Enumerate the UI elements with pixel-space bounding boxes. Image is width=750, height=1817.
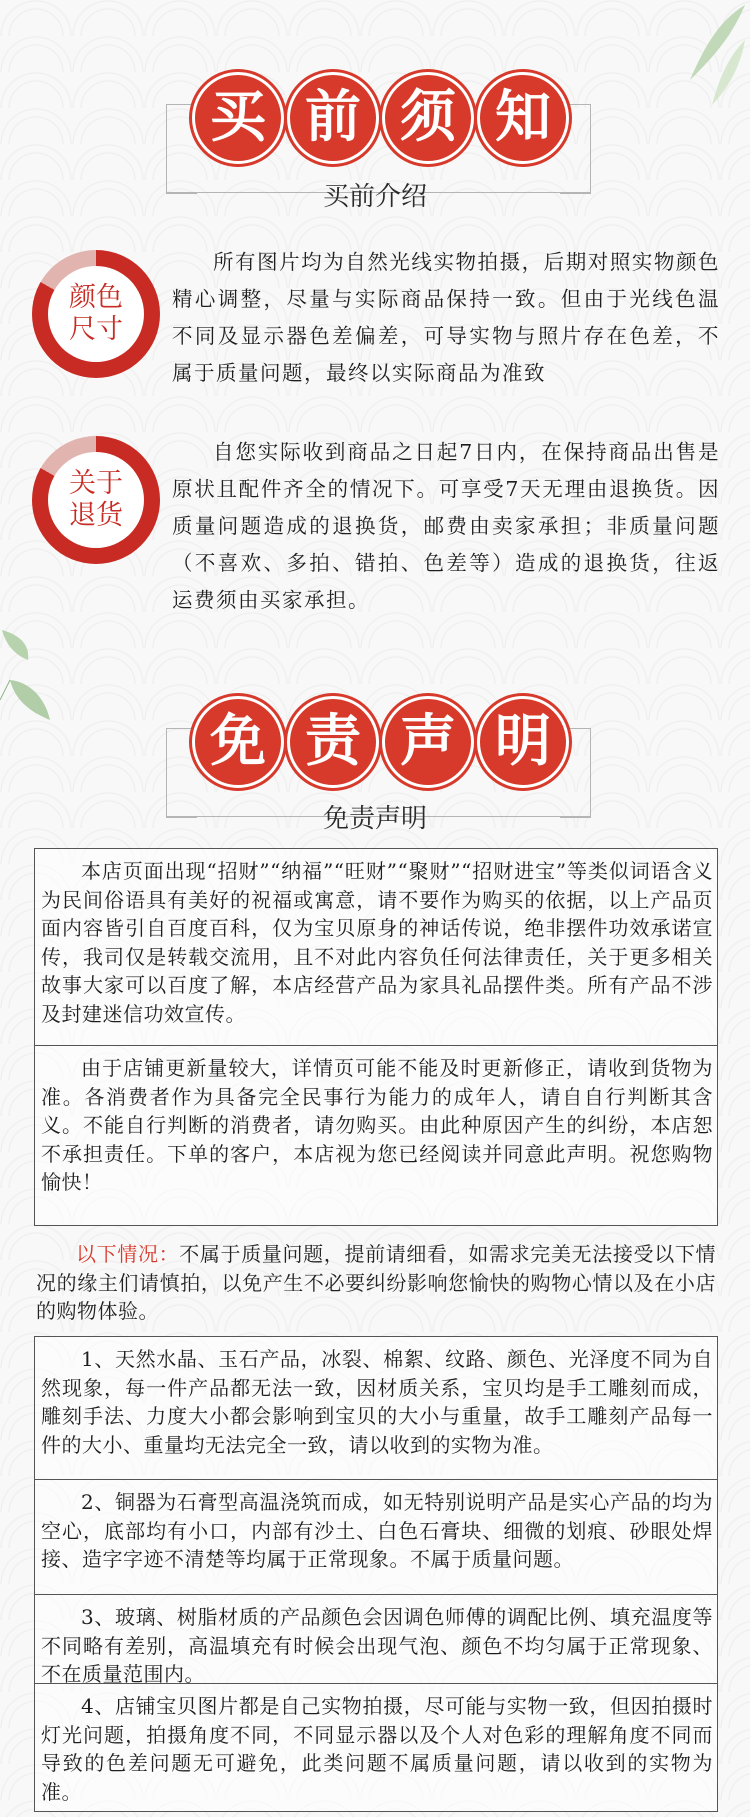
condition-text: 1、天然水晶、玉石产品，冰裂、棉絮、纹路、颜色、光泽度不同为自然现象，每一件产品都无法一致，因材质关系，宝贝均是手工雕刻而成，雕刻手法、力度大小都会影响到宝贝的大小与重量，故手工雕刻产品每一件的大小、重量均无法完全一致，请以收到的实物为准。 xyxy=(41,1347,713,1457)
conditions-notice xyxy=(36,1240,716,1326)
condition-text: 4、店铺宝贝图片都是自己实物拍摄，尽可能与实物一致，但因拍摄时灯光问题，拍摄角度不同，不同显示器以及个人对色彩的理解角度不同而导致的色差问题无可避免，此类问题不属质量问题，请以收到的实物为准。 xyxy=(41,1694,713,1804)
header-char-circle: 前 xyxy=(287,72,379,164)
header-char-circle: 明 xyxy=(477,696,569,788)
conditions-box xyxy=(34,1336,718,1812)
badge-label: 关于 xyxy=(69,468,123,499)
notice-text: 不属于质量问题，提前请细看，如需求完美无法接受以下情况的缘主们请慎拍，以免产生不必要纠纷影响您愉快的购物心情以及在小店的购物体验。 xyxy=(36,1242,716,1323)
color-size-badge xyxy=(32,250,160,378)
condition-text: 2、铜器为石膏型高温浇筑而成，如无特别说明产品是实心产品的均为空心，底部均有小口，内部有沙土、白色石膏块、细微的划痕、砂眼处焊接、造字字迹不清楚等均属于正常现象。不属于质量问题。 xyxy=(41,1490,713,1571)
condition-row xyxy=(35,1479,717,1594)
condition-row xyxy=(35,1683,717,1814)
header-char-circle: 责 xyxy=(287,696,379,788)
disclaimer-text: 本店页面出现“招财”“纳福”“旺财”“聚财”“招财进宝”等类似词语含义为民间俗语具有美好的祝福或寓意，请不要作为购买的依据，以上产品页面内容皆引自百度百科，仅为宝贝原身的神话传说，绝非摆件功效承诺宣传，我司仅是转载交流用，且不对此内容负任何法律责任，关于更多相关故事大家可以百度了解，本店经营产品为家具礼品摆件类。所有产品不涉及封建迷信功效宣传。 xyxy=(41,859,713,1026)
disclaimer-box xyxy=(34,848,718,1226)
returns-text: 自您实际收到商品之日起7日内，在保持商品出售是原状且配件齐全的情况下。可享受7天无理由退换货。因质量问题造成的退换货，邮费由卖家承担；非质量问题（不喜欢、多拍、错拍、色差等）造成的退换货，往返运费须由买家承担。 xyxy=(172,440,720,612)
header-char-circle: 免 xyxy=(192,696,284,788)
badge-label: 颜色 xyxy=(69,282,123,313)
condition-text: 3、玻璃、树脂材质的产品颜色会因调色师傅的调配比例、填充温度等不同略有差别，高温填充有时候会出现气泡、颜色不均匀属于正常现象、不在质量范围内。 xyxy=(41,1605,713,1686)
header-char-circle: 声 xyxy=(382,696,474,788)
returns-badge xyxy=(32,436,160,564)
header-char-circle: 须 xyxy=(382,72,474,164)
disclaimer-row xyxy=(35,849,717,1045)
disclaimer-header xyxy=(0,680,750,840)
disclaimer-row xyxy=(35,1045,717,1205)
buy-notice-header xyxy=(0,0,750,220)
condition-row xyxy=(35,1337,717,1479)
disclaimer-text: 由于店铺更新量较大，详情页可能不能及时更新修正，请收到货物为准。各消费者作为具备完全民事行为能力的成年人，请自自行判断其含义。不能自行判断的消费者，请勿购买。由此种原因产生的纠纷，本店恕不承担责任。下单的客户，本店视为您已经阅读并同意此声明。祝您购物愉快！ xyxy=(41,1056,713,1194)
notice-label: 以下情况： xyxy=(76,1242,180,1266)
header-char-circle: 买 xyxy=(192,72,284,164)
badge-label: 尺寸 xyxy=(69,314,123,345)
section-subtitle: 免责声明 xyxy=(322,804,427,834)
section-subtitle: 买前介绍 xyxy=(322,182,427,212)
header-char-circle: 知 xyxy=(477,72,569,164)
condition-row xyxy=(35,1594,717,1686)
color-size-text: 所有图片均为自然光线实物拍摄，后期对照实物颜色精心调整，尽量与实际商品保持一致。但由于光线色温不同及显示器色差偏差，可导实物与照片存在色差，不属于质量问题，最终以实际商品为准致 xyxy=(172,250,720,385)
badge-label: 退货 xyxy=(69,500,123,531)
